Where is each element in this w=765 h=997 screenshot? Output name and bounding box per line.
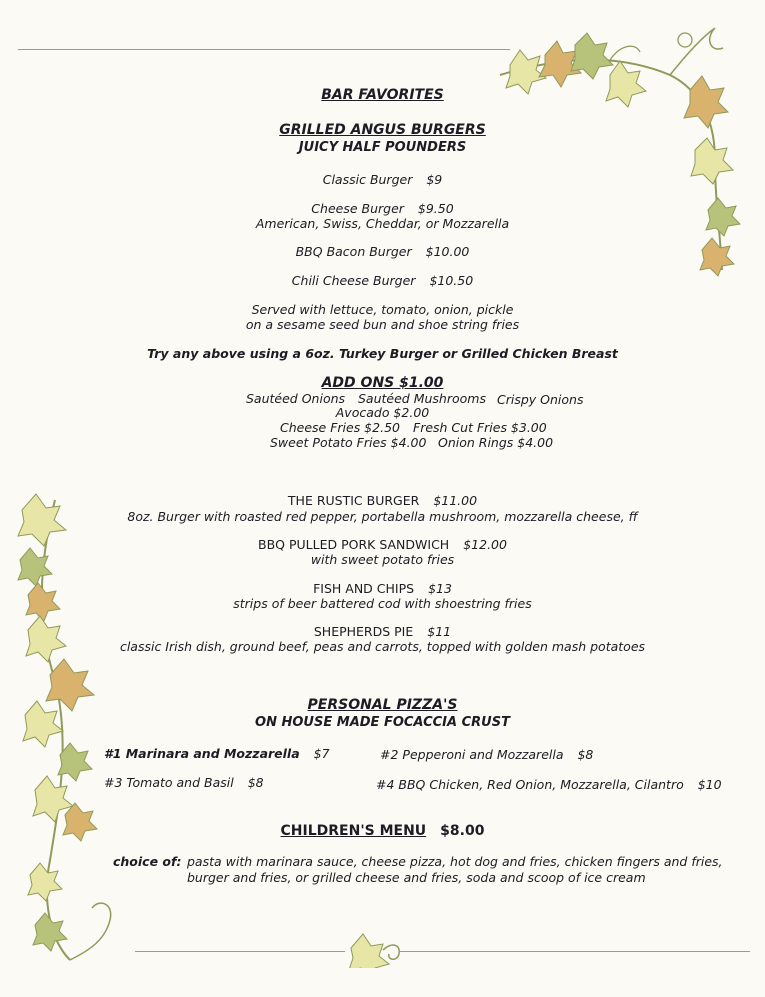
pizza-item-2 (380, 747, 593, 762)
item-name: #3 Tomato and Basil (104, 775, 234, 790)
top-divider (18, 49, 510, 50)
add-on-cheese-fries: Cheese Fries $2.50 (280, 420, 400, 435)
bar-favorites-heading: BAR FAVORITES (321, 87, 444, 103)
menu-item-rustic-burger (0, 493, 765, 508)
item-price: $11 (427, 624, 452, 639)
childrens-choices-line-2: burger and fries, or grilled cheese and fries, soda and scoop of ice cream (187, 870, 646, 885)
bbq-pulled-pork-description: with sweet potato fries (310, 552, 455, 567)
menu-item-fish-and-chips (0, 581, 765, 596)
item-name: THE RUSTIC BURGER (287, 493, 420, 508)
add-on-sauteed-onions: Sautéed Onions (246, 391, 346, 406)
childrens-choices-line-1: pasta with marinara sauce, cheese pizza, hot dog and fries, chicken fingers and fries, (187, 854, 723, 869)
add-on-sweet-potato-fries: Sweet Potato Fries $4.00 (270, 435, 427, 450)
add-on-avocado: Avocado $2.00 (335, 405, 430, 420)
pizza-heading: PERSONAL PIZZA'S (307, 697, 458, 713)
add-on-onion-rings: Onion Rings $4.00 (438, 435, 554, 450)
pizza-item-3 (104, 775, 264, 790)
add-ons-heading: ADD ONS $1.00 (321, 375, 444, 391)
rustic-burger-description: 8oz. Burger with roasted red pepper, portabella mushroom, mozzarella cheese, ff (127, 509, 638, 524)
item-price: $13 (428, 581, 452, 596)
menu-item-chili-cheese-burger (0, 273, 765, 288)
menu-item-shepherds-pie (0, 624, 765, 639)
pizza-item-1 (104, 746, 330, 761)
childrens-menu-title: CHILDREN'S MENU (280, 823, 427, 839)
item-name: Classic Burger (322, 172, 413, 187)
item-price: $12.00 (463, 537, 507, 552)
shepherds-pie-description: classic Irish dish, ground beef, peas and carrots, topped with golden mash potatoes (119, 639, 646, 654)
item-name: SHEPHERDS PIE (313, 624, 414, 639)
item-name: FISH AND CHIPS (313, 581, 415, 596)
item-price: $11.00 (433, 493, 478, 508)
pizza-item-4 (376, 777, 722, 792)
fish-and-chips-description: strips of beer battered cod with shoestring fries (233, 596, 532, 611)
cheese-options: American, Swiss, Cheddar, or Mozzarella (255, 216, 510, 231)
add-on-fresh-cut-fries: Fresh Cut Fries $3.00 (413, 420, 547, 435)
childrens-menu-price: $8.00 (440, 823, 485, 839)
add-on-sauteed-mushrooms: Sautéed Mushrooms (358, 391, 486, 406)
ivy-leaf-bottom-ornament-icon (343, 928, 413, 968)
bottom-divider-left (135, 951, 345, 952)
item-name: #1 Marinara and Mozzarella (104, 746, 300, 761)
menu-item-bbq-bacon-burger (0, 244, 765, 259)
served-with-line-1: Served with lettuce, tomato, onion, pickle (251, 302, 514, 317)
childrens-menu-heading (0, 823, 765, 839)
item-price: $10.00 (425, 244, 470, 259)
item-name: BBQ Bacon Burger (295, 244, 412, 259)
try-any-note: Try any above using a 6oz. Turkey Burger or Grilled Chicken Breast (147, 346, 618, 361)
menu-item-classic-burger (0, 172, 765, 187)
burgers-subheading: JUICY HALF POUNDERS (298, 140, 467, 155)
item-name: BBQ PULLED PORK SANDWICH (258, 537, 450, 552)
item-name: #2 Pepperoni and Mozzarella (380, 747, 564, 762)
add-on-crispy-onions: Crispy Onions (497, 392, 584, 407)
item-price: $7 (313, 746, 330, 761)
burgers-heading: GRILLED ANGUS BURGERS (279, 122, 486, 138)
served-with-line-2: on a sesame seed bun and shoe string fries (245, 317, 520, 332)
item-price: $8 (247, 775, 264, 790)
item-name: #4 BBQ Chicken, Red Onion, Mozzarella, Cilantro (376, 777, 684, 792)
menu-item-bbq-pulled-pork (0, 537, 765, 552)
item-name: Chili Cheese Burger (291, 273, 416, 288)
choice-of-label: choice of: (113, 854, 182, 869)
item-price: $9 (426, 172, 443, 187)
item-price: $9.50 (417, 201, 454, 216)
bottom-divider-right (400, 951, 750, 952)
item-price: $8 (577, 747, 594, 762)
item-name: Cheese Burger (311, 201, 404, 216)
menu-item-cheese-burger (0, 201, 765, 216)
item-price: $10 (697, 777, 722, 792)
pizza-subheading: ON HOUSE MADE FOCACCIA CRUST (255, 715, 510, 730)
item-price: $10.50 (429, 273, 474, 288)
